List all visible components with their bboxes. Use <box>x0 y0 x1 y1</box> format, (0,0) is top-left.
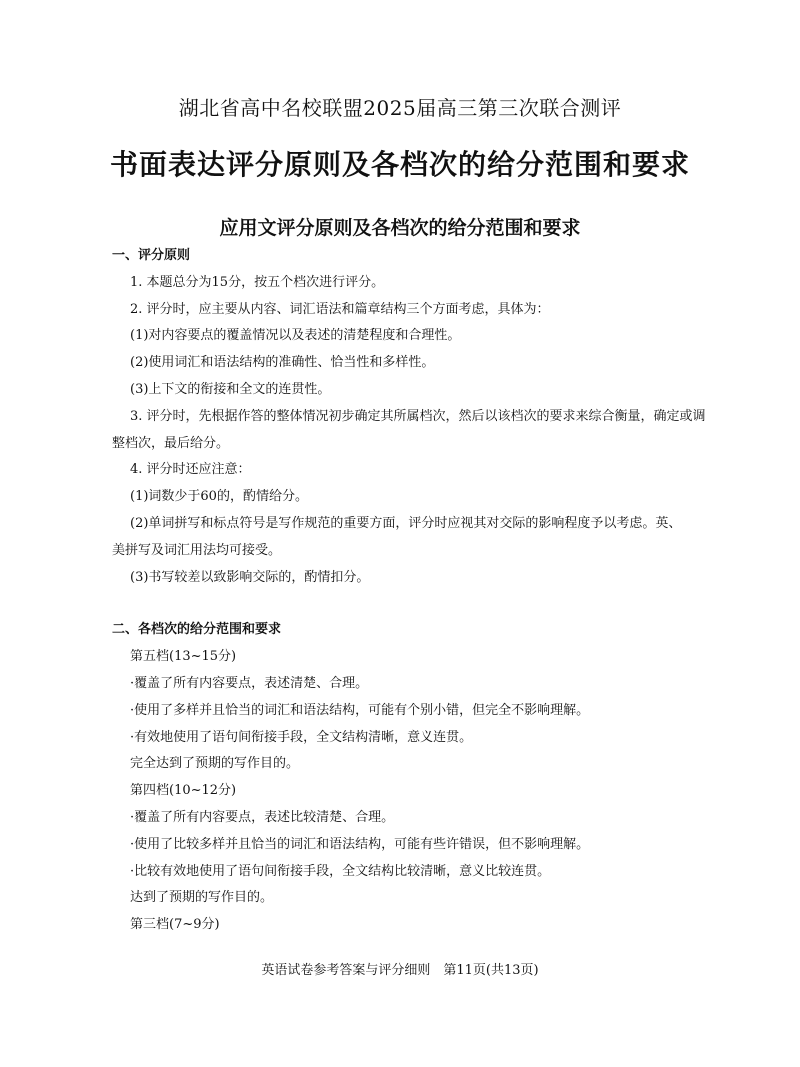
band5-title: 第五档(13~15分) <box>130 649 237 665</box>
band3-title: 第三档(7~9分) <box>130 917 220 933</box>
rule-1: 1. 本题总分为15分，按五个档次进行评分。 <box>130 274 385 290</box>
rule-2-2: (2)使用词汇和语法结构的准确性、恰当性和多样性。 <box>130 355 435 371</box>
main-title: 书面表达评分原则及各档次的给分范围和要求 <box>109 148 690 181</box>
section-gap <box>112 591 672 617</box>
rule-4-3: (3)书写较差以致影响交际的，酌情扣分。 <box>130 569 370 585</box>
band4-summary: 达到了预期的写作目的。 <box>130 890 274 906</box>
sub-title: 应用文评分原则及各档次的给分范围和要求 <box>219 217 581 239</box>
band4-title: 第四档(10~12分) <box>130 783 237 799</box>
rule-4-2-line2: 美拼写及词汇用法均可接受。 <box>112 542 282 558</box>
rule-2: 2. 评分时，应主要从内容、词汇语法和篇章结构三个方面考虑，具体为： <box>130 301 550 317</box>
section2-heading: 二、各档次的给分范围和要求 <box>112 622 282 638</box>
exam-school-title: 湖北省高中名校联盟2025届高三第三次联合测评 <box>178 96 622 120</box>
band5-item-2: ·使用了多样并且恰当的词汇和语法结构，可能有个别小错，但完全不影响理解。 <box>130 702 590 718</box>
section1-heading: 一、评分原则 <box>112 248 191 263</box>
rule-2-3: (3)上下文的衔接和全文的连贯性。 <box>130 381 331 397</box>
band5-item-1: ·覆盖了所有内容要点，表述清楚、合理。 <box>130 675 369 691</box>
rule-4: 4. 评分时还应注意： <box>130 462 251 478</box>
page-footer: 英语试卷参考答案与评分细则 第11页(共13页) <box>261 963 539 978</box>
rule-3-line1: 3. 评分时，先根据作答的整体情况初步确定其所属档次，然后以该档次的要求来综合衡量，确定或调 <box>130 408 706 424</box>
rule-2-1: (1)对内容要点的覆盖情况以及表述的清楚程度和合理性。 <box>130 328 461 344</box>
band5-summary: 完全达到了预期的写作目的。 <box>130 756 300 772</box>
band5-item-3: ·有效地使用了语句间衔接手段，全文结构清晰，意义连贯。 <box>130 729 473 745</box>
document-body <box>112 243 706 939</box>
band4-item-3: ·比较有效地使用了语句间衔接手段，全文结构比较清晰，意义比较连贯。 <box>130 863 551 879</box>
band4-item-2: ·使用了比较多样并且恰当的词汇和语法结构，可能有些许错误，但不影响理解。 <box>130 836 590 852</box>
rule-3-line2: 整档次，最后给分。 <box>112 435 230 451</box>
rule-4-1: (1)词数少于60的，酌情给分。 <box>130 489 308 505</box>
band4-item-1: ·覆盖了所有内容要点，表述比较清楚、合理。 <box>130 809 395 825</box>
rule-4-2-line1: (2)单词拼写和标点符号是写作规范的重要方面，评分时应视其对交际的影响程度予以考虑。英、 <box>130 515 682 531</box>
